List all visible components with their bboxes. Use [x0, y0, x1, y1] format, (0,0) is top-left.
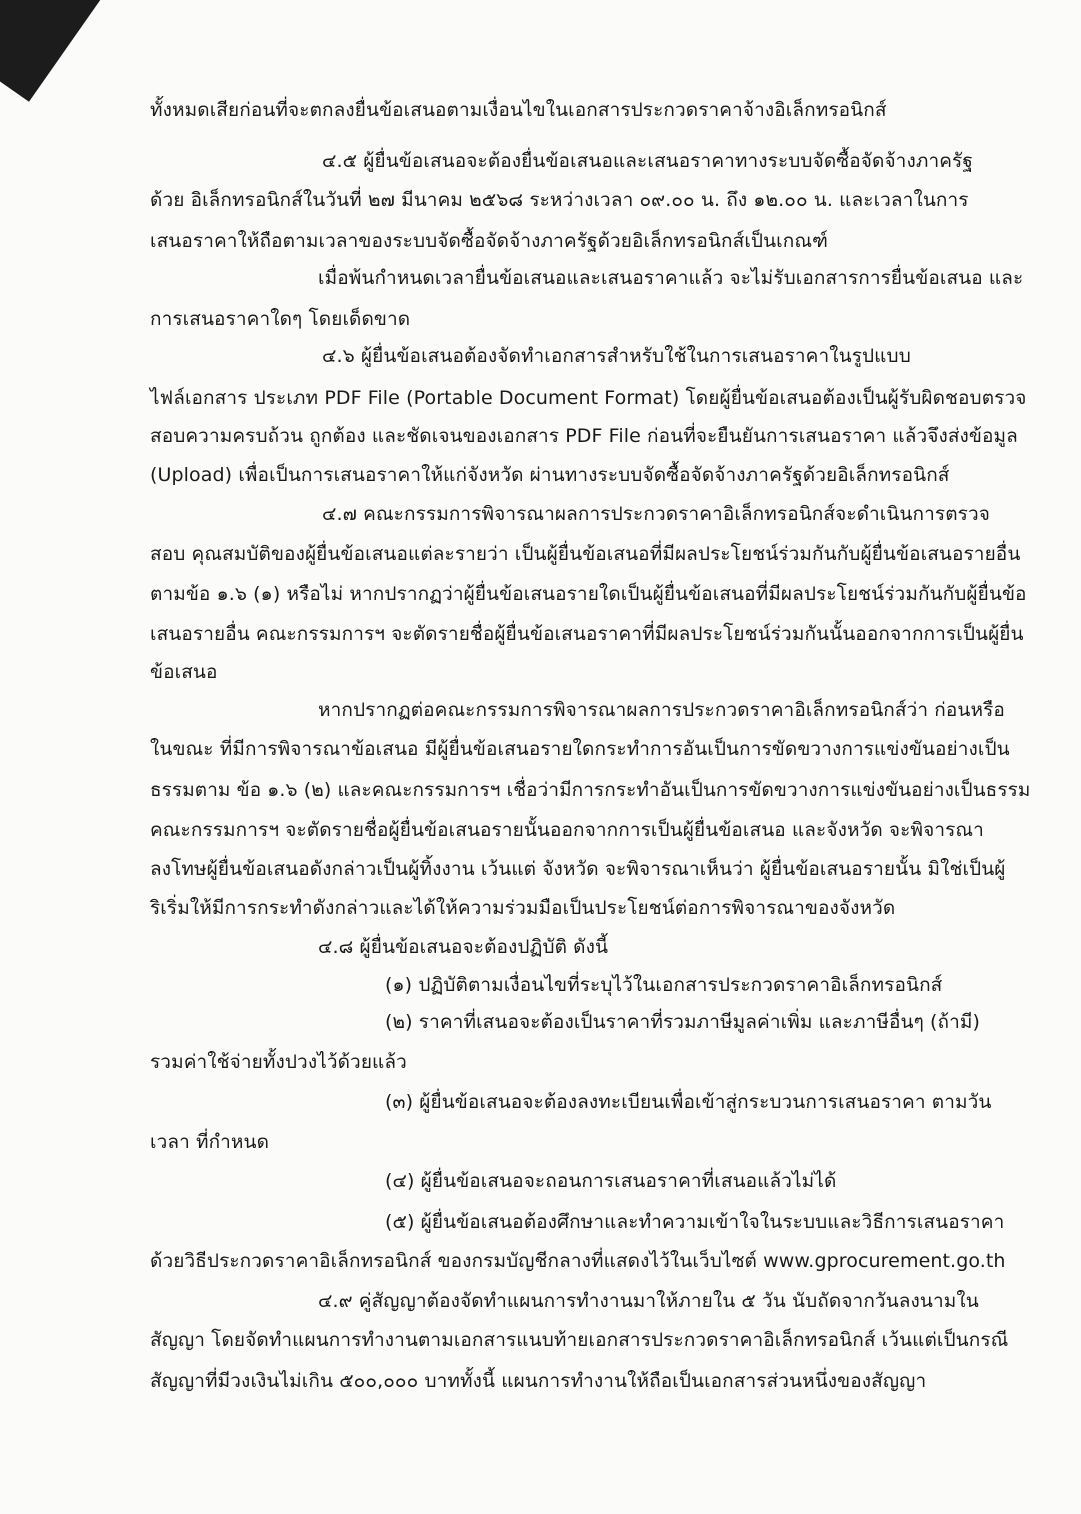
line-13: ตามข้อ ๑.๖ (๑) หรือไม่ หากปรากฏว่าผู้ยื่นข้อเสนอรายใดเป็นผู้ยื่นข้อเสนอที่มีผลประโยชน์ร่วมกันกับผู้ยื่นข้อ	[150, 583, 1027, 605]
line-32: สัญญา โดยจัดทำแผนการทำงานตามเอกสารแนบท้ายเอกสารประกวดราคาอิเล็กทรอนิกส์ เว้นแต่เป็นกรณี	[150, 1329, 1009, 1351]
line-7: ๔.๖ ผู้ยื่นข้อเสนอต้องจัดทำเอกสารสำหรับใช้ในการเสนอราคาในรูปแบบ	[322, 345, 911, 367]
line-26: (๓) ผู้ยื่นข้อเสนอจะต้องลงทะเบียนเพื่อเข้าสู่กระบวนการเสนอราคา ตามวัน	[385, 1091, 992, 1113]
line-21: ริเริ่มให้มีการกระทำดังกล่าวและได้ให้ความร่วมมือเป็นประโยชน์ต่อการพิจารณาของจังหวัด	[150, 897, 896, 919]
line-22: ๔.๘ ผู้ยื่นข้อเสนอจะต้องปฏิบัติ ดังนี้	[318, 936, 609, 958]
line-5: เมื่อพ้นกำหนดเวลายื่นข้อเสนอและเสนอราคาแล้ว จะไม่รับเอกสารการยื่นข้อเสนอ และ	[318, 267, 1024, 289]
line-28: (๔) ผู้ยื่นข้อเสนอจะถอนการเสนอราคาที่เสนอแล้วไม่ได้	[385, 1170, 837, 1192]
line-6: การเสนอราคาใดๆ โดยเด็ดขาด	[150, 308, 411, 330]
line-19: คณะกรรมการฯ จะตัดรายชื่อผู้ยื่นข้อเสนอรายนั้นออกจากการเป็นผู้ยื่นข้อเสนอ และจังหวัด จะพิจารณา	[150, 819, 984, 841]
line-8: ไฟล์เอกสาร ประเภท PDF File (Portable Document Format) โดยผู้ยื่นข้อเสนอต้องเป็นผู้รับผิดชอบตรวจ	[150, 387, 1027, 409]
line-15: ข้อเสนอ	[150, 661, 218, 683]
line-29: (๕) ผู้ยื่นข้อเสนอต้องศึกษาและทำความเข้าใจในระบบและวิธีการเสนอราคา	[385, 1211, 1005, 1233]
line-31: ๔.๙ คู่สัญญาต้องจัดทำแผนการทำงานมาให้ภายใน ๕ วัน นับถัดจากวันลงนามใน	[318, 1290, 979, 1312]
line-10: (Upload) เพื่อเป็นการเสนอราคาให้แก่จังหวัด ผ่านทางระบบจัดซื้อจัดจ้างภาครัฐด้วยอิเล็กทรอนิกส์	[150, 464, 950, 486]
line-18: ธรรมตาม ข้อ ๑.๖ (๒) และคณะกรรมการฯ เชื่อว่ามีการกระทำอันเป็นการขัดขวางการแข่งขันอย่างเป็นธรรม	[150, 779, 1031, 801]
line-11: ๔.๗ คณะกรรมการพิจารณาผลการประกวดราคาอิเล็กทรอนิกส์จะดำเนินการตรวจ	[322, 503, 990, 525]
line-4: เสนอราคาให้ถือตามเวลาของระบบจัดซื้อจัดจ้างภาครัฐด้วยอิเล็กทรอนิกส์เป็นเกณฑ์	[150, 230, 828, 252]
line-1: ทั้งหมดเสียก่อนที่จะตกลงยื่นข้อเสนอตามเงื่อนไขในเอกสารประกวดราคาจ้างอิเล็กทรอนิกส์	[150, 99, 887, 121]
line-17: ในขณะ ที่มีการพิจารณาข้อเสนอ มีผู้ยื่นข้อเสนอรายใดกระทำการอันเป็นการขัดขวางการแข่งขันอย่างเป็น	[150, 738, 1010, 760]
line-9: สอบความครบถ้วน ถูกต้อง และชัดเจนของเอกสาร PDF File ก่อนที่จะยืนยันการเสนอราคา แล้วจึงส่งข้อมูล	[150, 425, 1018, 447]
line-2: ๔.๕ ผู้ยื่นข้อเสนอจะต้องยื่นข้อเสนอและเสนอราคาทางระบบจัดซื้อจัดจ้างภาครัฐ	[322, 150, 973, 172]
line-3: ด้วย อิเล็กทรอนิกส์ในวันที่ ๒๗ มีนาคม ๒๕๖๘ ระหว่างเวลา ๐๙.๐๐ น. ถึง ๑๒.๐๐ น. และเวลาในการ	[150, 189, 969, 211]
page-corner-shadow	[0, 0, 109, 102]
line-16: หากปรากฏต่อคณะกรรมการพิจารณาผลการประกวดราคาอิเล็กทรอนิกส์ว่า ก่อนหรือ	[318, 699, 1005, 721]
line-14: เสนอรายอื่น คณะกรรมการฯ จะตัดรายชื่อผู้ยื่นข้อเสนอราคาที่มีผลประโยชน์ร่วมกันนั้นออกจากการเป็นผู้ยื่น	[150, 623, 1024, 645]
line-30: ด้วยวิธีประกวดราคาอิเล็กทรอนิกส์ ของกรมบัญชีกลางที่แสดงไว้ในเว็บไซต์ www.gprocurement.go.th	[150, 1250, 1006, 1272]
line-23: (๑) ปฏิบัติตามเงื่อนไขที่ระบุไว้ในเอกสารประกวดราคาอิเล็กทรอนิกส์	[385, 974, 943, 996]
line-24: (๒) ราคาที่เสนอจะต้องเป็นราคาที่รวมภาษีมูลค่าเพิ่ม และภาษีอื่นๆ (ถ้ามี)	[385, 1011, 981, 1033]
line-12: สอบ คุณสมบัติของผู้ยื่นข้อเสนอแต่ละรายว่า เป็นผู้ยื่นข้อเสนอที่มีผลประโยชน์ร่วมกันกับผู้ยื่นข้อเสนอรายอื่น	[150, 543, 1021, 565]
line-27: เวลา ที่กำหนด	[150, 1131, 270, 1153]
line-33: สัญญาที่มีวงเงินไม่เกิน ๕๐๐,๐๐๐ บาททั้งนี้ แผนการทำงานให้ถือเป็นเอกสารส่วนหนึ่งของสัญญา	[150, 1370, 927, 1392]
line-20: ลงโทษผู้ยื่นข้อเสนอดังกล่าวเป็นผู้ทิ้งงาน เว้นแต่ จังหวัด จะพิจารณาเห็นว่า ผู้ยื่นข้อเสนอรายนั้น มิใช่เป็นผู้	[150, 858, 1006, 880]
line-25: รวมค่าใช้จ่ายทั้งปวงไว้ด้วยแล้ว	[150, 1051, 407, 1073]
